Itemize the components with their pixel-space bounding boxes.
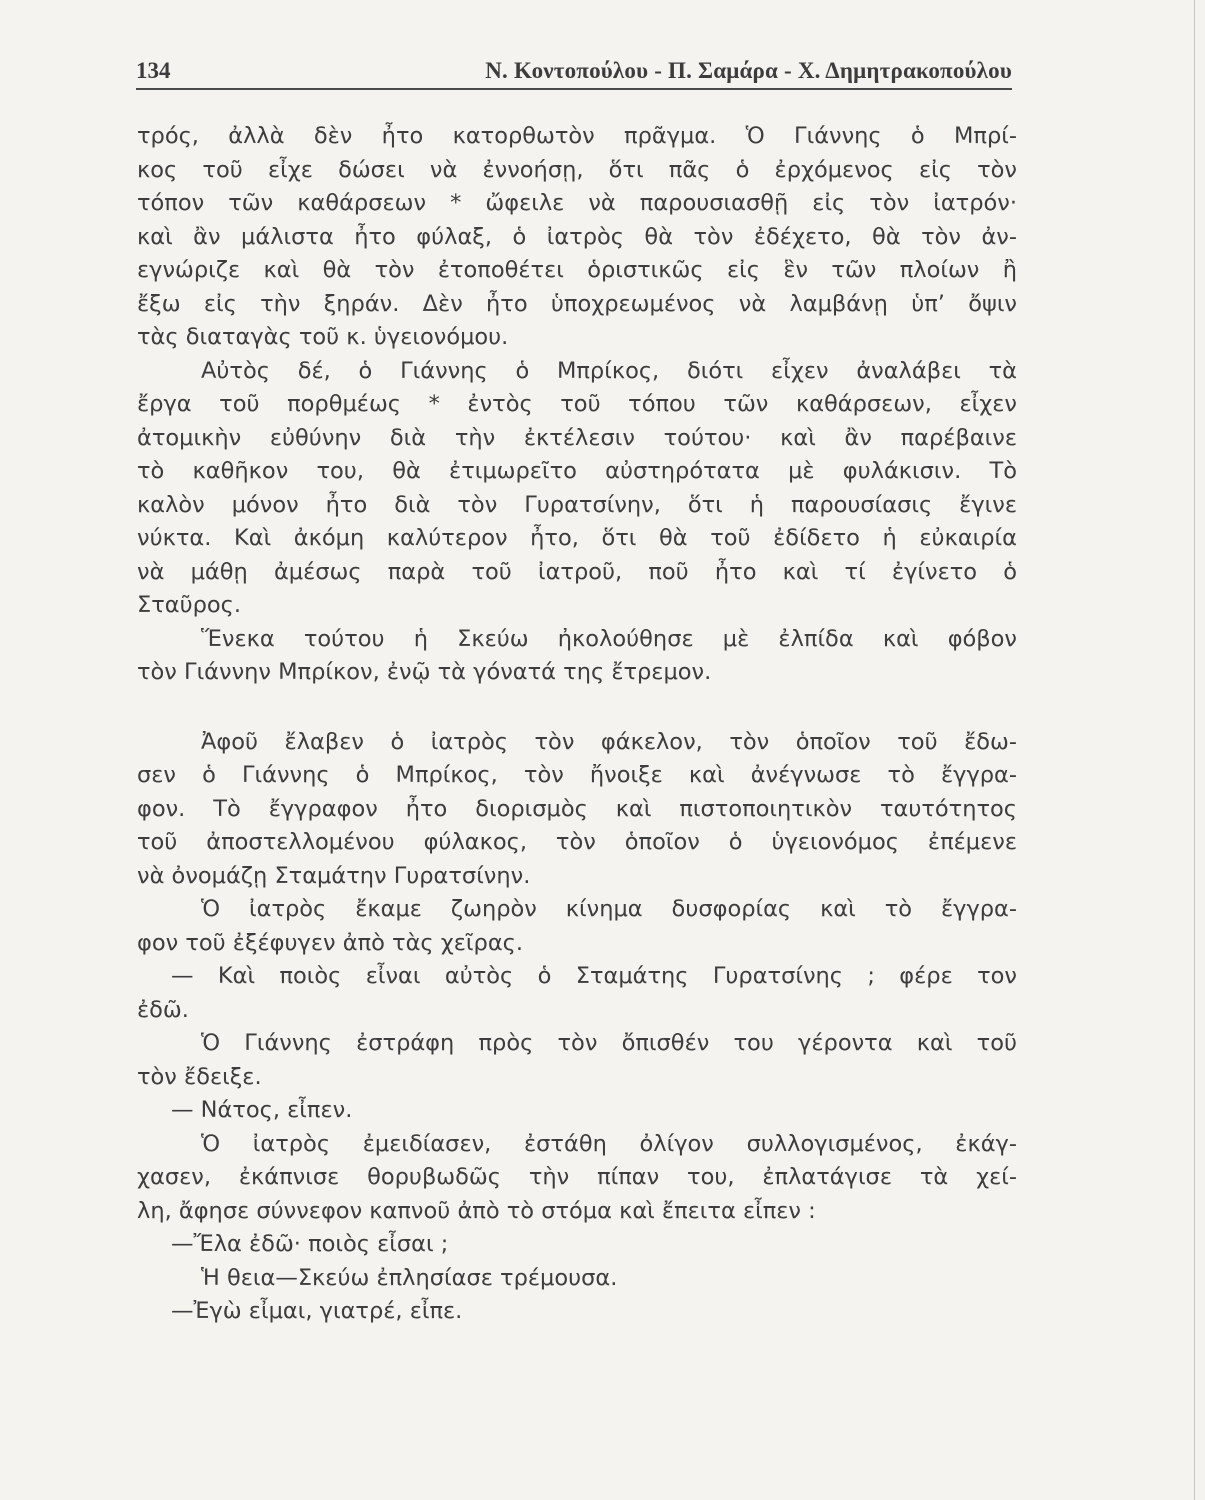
text-line: καὶ ἂν μάλιστα ἦτο φύλαξ, ὁ ἰατρὸς θὰ τὸν ἐδέχετο, θὰ τὸν ἀν- xyxy=(137,223,1017,250)
text-line: τὰς διαταγὰς τοῦ κ. ὑγειονόμου. xyxy=(137,324,509,350)
text-line: κος τοῦ εἶχε δώσει νὰ ἐννοήσῃ, ὅτι πᾶς ὁ ἐρχόμενος εἰς τὸν xyxy=(137,156,1017,183)
text-line: σεν ὁ Γιάννης ὁ Μπρίκος, τὸν ἤνοιξε καὶ ἀνέγνωσε τὸ ἔγγρα- xyxy=(137,762,1017,788)
page-body-text xyxy=(137,120,1017,1329)
text-line: — Καὶ ποιὸς εἶναι αὐτὸς ὁ Σταμάτης Γυρατσίνης ; φέρε τον xyxy=(171,963,1017,989)
page-edge-shadow xyxy=(1194,0,1195,1500)
running-header xyxy=(136,54,1012,90)
text-line: — Νάτος, εἶπεν. xyxy=(171,1097,353,1123)
text-line: εγνώριζε καὶ θὰ τὸν ἐτοποθέτει ὁριστικῶς εἰς ἓν τῶν πλοίων ἢ xyxy=(137,257,1017,283)
section-gap xyxy=(137,690,1017,726)
text-line: νὰ μάθῃ ἀμέσως παρὰ τοῦ ἰατροῦ, ποῦ ἦτο καὶ τί ἐγίνετο ὁ xyxy=(137,558,1017,585)
text-line: τοῦ ἀποστελλομένου φύλακος, τὸν ὁποῖον ὁ ὑγειονόμος ἐπέμενε xyxy=(137,829,1017,855)
page-number: 134 xyxy=(136,58,171,83)
header-authors: Ν. Κοντοπούλου - Π. Σαμάρα - Χ. Δημητρακοπούλου xyxy=(485,58,1012,83)
text-line: Ὁ Γιάννης ἐστράφη πρὸς τὸν ὄπισθέν του γέροντα καὶ τοῦ xyxy=(201,1030,1017,1056)
text-line: Ὁ ἰατρὸς ἔκαμε ζωηρὸν κίνημα δυσφορίας καὶ τὸ ἔγγρα- xyxy=(201,896,1017,922)
text-line: ἀτομικὴν εὐθύνην διὰ τὴν ἐκτέλεσιν τούτου· καὶ ἂν παρέβαινε xyxy=(137,424,1017,451)
text-line: λη, ἄφησε σύννεφον καπνοῦ ἀπὸ τὸ στόμα καὶ ἔπειτα εἶπεν : xyxy=(137,1197,816,1224)
text-line: τρός, ἀλλὰ δὲν ἦτο κατορθωτὸν πρᾶγμα. Ὁ Γιάννης ὁ Μπρί- xyxy=(137,123,1017,149)
text-line: ἐδῶ. xyxy=(137,996,189,1023)
text-line: τὸν ἔδειξε. xyxy=(137,1063,262,1090)
text-line: Ἕνεκα τούτου ἡ Σκεύω ἠκολούθησε μὲ ἐλπίδα καὶ φόβον xyxy=(201,625,1017,652)
text-line: —Ἔλα ἐδῶ· ποιὸς εἶσαι ; xyxy=(171,1231,449,1257)
text-line: Αὐτὸς δέ, ὁ Γιάννης ὁ Μπρίκος, διότι εἶχεν ἀναλάβει τὰ xyxy=(201,357,1017,384)
text-line: ἔξω εἰς τὴν ξηράν. Δὲν ἦτο ὑποχρεωμένος νὰ λαμβάνῃ ὑπ’ ὄψιν xyxy=(137,290,1017,317)
text-line: νὰ ὀνομάζῃ Σταμάτην Γυρατσίνην. xyxy=(137,862,531,889)
text-line: ἔργα τοῦ πορθμέως * ἐντὸς τοῦ τόπου τῶν καθάρσεων, εἶχεν xyxy=(137,391,1017,417)
text-line: νύκτα. Καὶ ἀκόμη καλύτερον ἦτο, ὅτι θὰ τοῦ ἐδίδετο ἡ εὐκαιρία xyxy=(137,525,1017,551)
text-line: φον. Τὸ ἔγγραφον ἦτο διορισμὸς καὶ πιστοποιητικὸν ταυτότητος xyxy=(137,795,1017,822)
text-line: τὸν Γιάννην Μπρίκον, ἐνῷ τὰ γόνατά της ἔτρεμον. xyxy=(137,659,712,685)
text-line: Σταῦρος. xyxy=(137,592,242,618)
text-line: Ὁ ἰατρὸς ἐμειδίασεν, ἐστάθη ὀλίγον συλλογισμένος, ἐκάγ- xyxy=(201,1130,1017,1157)
text-line: τόπον τῶν καθάρσεων * ὤφειλε νὰ παρουσιασθῇ εἰς τὸν ἰατρόν· xyxy=(137,190,1017,216)
text-line: —Ἐγὼ εἶμαι, γιατρέ, εἶπε. xyxy=(171,1298,463,1324)
text-line: χασεν, ἐκάπνισε θορυβωδῶς τὴν πίπαν του, ἐπλατάγισε τὰ χεί- xyxy=(137,1164,1017,1190)
text-line: φον τοῦ ἐξέφυγεν ἀπὸ τὰς χεῖρας. xyxy=(137,929,524,956)
text-line: τὸ καθῆκον του, θὰ ἐτιμωρεῖτο αὐστηρότατα μὲ φυλάκισιν. Τὸ xyxy=(137,458,1017,484)
text-line: Ἡ θεια—Σκεύω ἐπλησίασε τρέμουσα. xyxy=(201,1264,618,1291)
text-line: καλὸν μόνον ἦτο διὰ τὸν Γυρατσίνην, ὅτι ἡ παρουσίασις ἔγινε xyxy=(137,491,1017,518)
text-line: Ἀφοῦ ἔλαβεν ὁ ἰατρὸς τὸν φάκελον, τὸν ὁποῖον τοῦ ἔδω- xyxy=(201,728,1017,755)
